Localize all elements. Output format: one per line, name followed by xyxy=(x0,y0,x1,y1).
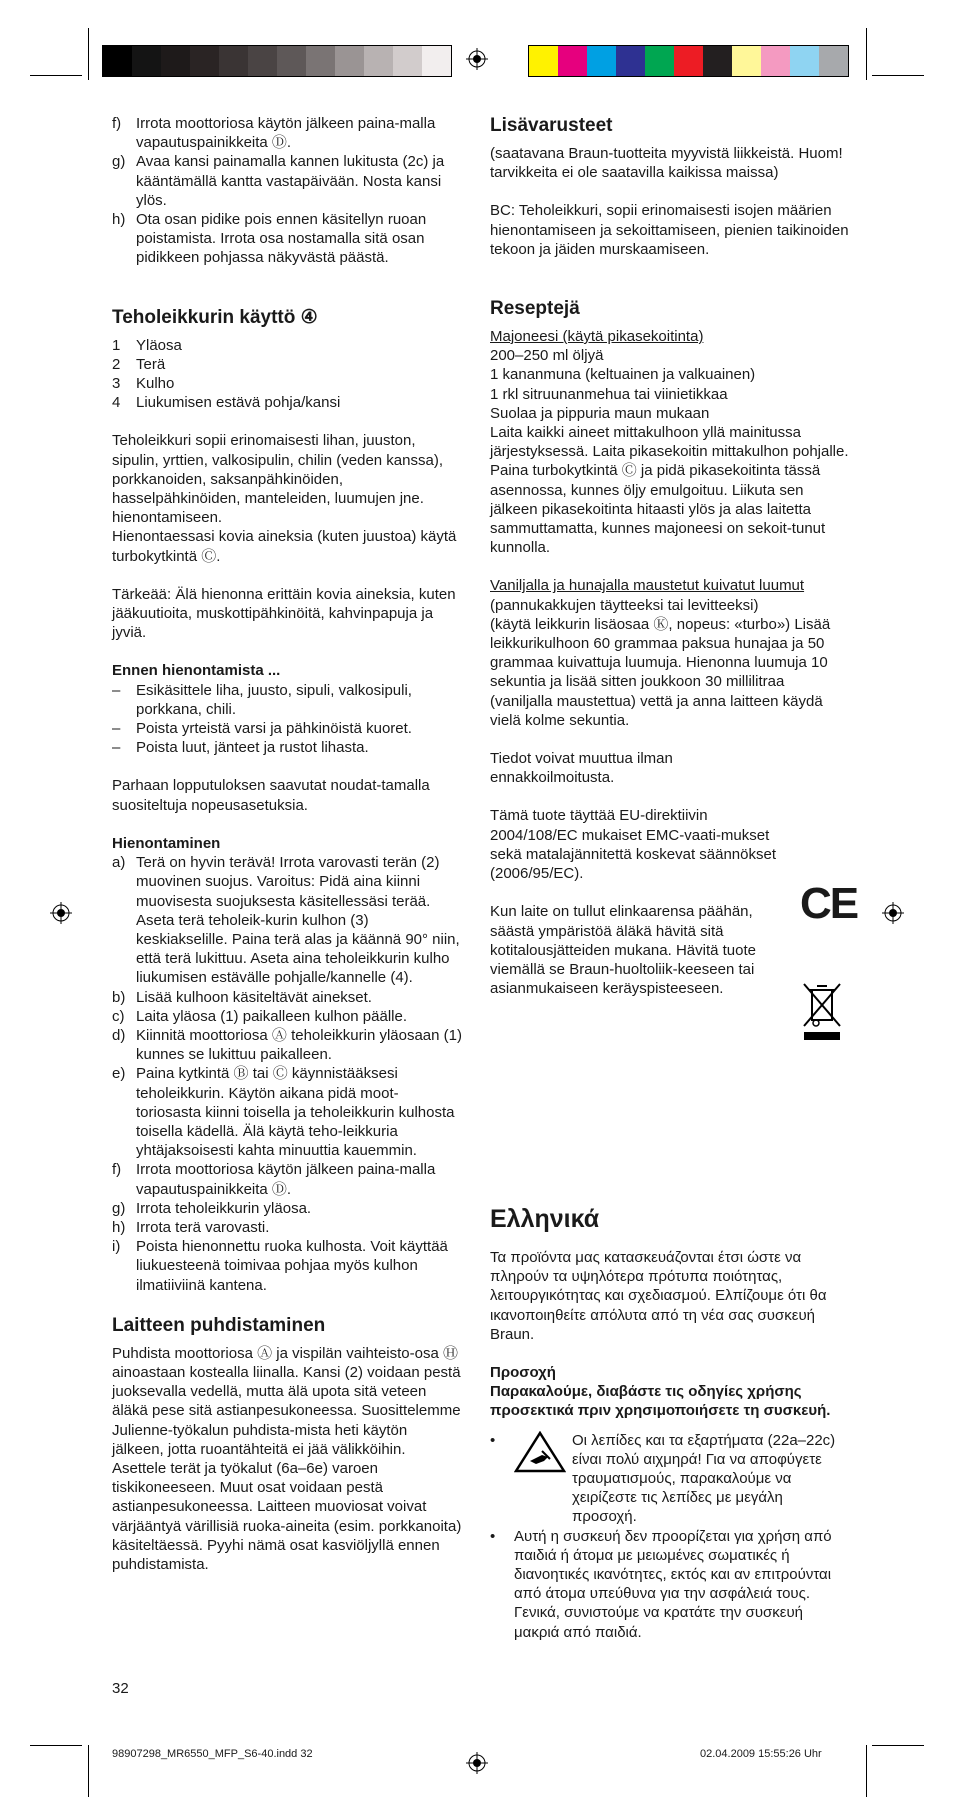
footer-file: 98907298_MR6550_MFP_S6-40.indd 32 xyxy=(112,1748,313,1760)
list-item xyxy=(112,336,462,355)
recipe-title-plums-rest: (pannukakkujen täytteeksi tai levitteeksi) xyxy=(490,596,759,614)
list-item: • Οι λεπίδες και τα εξαρτήματα (22a–22c) είναι πολύ αιχμηρά! Για να αποφύγετε τραυματισμούς, παρακαλούμε να χειρίζεστε τις λεπίδες με μεγάλη προσοχή. xyxy=(490,1431,850,1527)
color-swatch xyxy=(819,46,848,76)
mayo-ingredients xyxy=(490,346,850,423)
list-marker: i) xyxy=(112,1238,121,1256)
before-list xyxy=(112,681,462,758)
list-text: Laita yläosa (1) paikalleen kulhon päälle. xyxy=(136,1007,408,1025)
list-item xyxy=(112,1218,462,1237)
footer-timestamp: 02.04.2009 15:55:26 Uhr xyxy=(700,1748,822,1760)
list-item xyxy=(112,738,462,757)
color-swatch xyxy=(132,46,161,76)
list-marker: 1 xyxy=(112,336,121,354)
bullet-text: Αυτή η συσκευή δεν προορίζεται για χρήση από παιδιά ή άτομα με μειωμένες σωματικές ή διανοητικές ικανότητες, εκτός και αν επιτρούνται από άτομα υπεύθυνα για την ασφάλειά τους. Γενικά, συνιστούμε να κρατάτε την συσκευή μακριά από παιδιά. xyxy=(514,1527,832,1641)
registration-mark-icon xyxy=(50,902,72,924)
list-item xyxy=(112,152,462,210)
list-text: Irrota teholeikkurin yläosa. xyxy=(136,1199,312,1217)
list-marker: f) xyxy=(112,1161,122,1179)
list-item xyxy=(112,114,462,152)
paragraph: Teholeikkuri sopii erinomaisesti lihan, juuston, sipulin, yrttien, valkosipulin, chilin (veden kanssa), porkkanoiden, saksanpähkinöiden, hasselpähkinöiden, manteleiden, luumujen jne. hienontamiseen. xyxy=(112,432,443,527)
list-text: Poista luut, jänteet ja rustot lihasta. xyxy=(136,739,369,757)
paragraph: Hienontaessasi kovia aineksia (kuten juustoa) käytä turbokytkintä Ⓒ. xyxy=(112,528,457,565)
recipe-title-plums-main: Vaniljalla ja hunajalla maustetut kuivatut luumut xyxy=(490,577,805,595)
ingredient-line: 200–250 ml öljyä xyxy=(490,347,604,365)
caution-text: Παρακαλούμε, διαβάστε τις οδηγίες χρήσης προσεκτικά πριν χρησιμοποιήσετε τη συσκευή. xyxy=(490,1383,831,1420)
list-text: Avaa kansi painamalla kannen lukitusta (2c) ja kääntämällä kantta vastapäivään. Nosta kansi ylös. xyxy=(136,153,445,209)
ingredient-line: Suolaa ja pippuria maun mukaan xyxy=(490,404,710,422)
registration-mark-icon xyxy=(466,1752,488,1774)
list-marker: b) xyxy=(112,988,126,1006)
list-text: Kiinnitä moottoriosa Ⓐ teholeikkurin yläosaan (1) kunnes se lukittuu paikalleen. xyxy=(136,1026,462,1064)
section-title-usage: Teholeikkurin käyttö ④ xyxy=(112,306,318,328)
paragraph: Laita kaikki aineet mittakulhoon yllä mainitussa järjestyksessä. Laita pikasekoitin mittakulhon pohjalle. Paina turbokytkintä Ⓒ ja pidä pikasekoitinta tässä asennossa, kunnes öljy emulgoituu. Liikuta sen jälkeen pikasekoitinta hitaasti ylös ja alas laitetta sammuttamatta, kunnes majoneesi on sekoit-tunut kunnolla. xyxy=(490,424,849,557)
paragraph-eu: Tämä tuote täyttää EU-direktiivin 2004/108/EC mukaiset EMC-vaati-mukset sekä matalajännitettä koskevat säännökset (2006/95/EC). xyxy=(490,807,777,883)
paragraph-greek-intro: Τα προϊόντα μας κατασκευάζονται έτσι ώστε να πληρούν τα υψηλότερα πρότυπα ποιότητας, λειτουργικότητας και σχεδιασμού. Ελπίζουμε ότι θα ικανοποιηθείτε απόλυτα από τη νέα σας συσκευή Braun. xyxy=(490,1249,827,1343)
crop-mark xyxy=(866,28,867,80)
list-item xyxy=(112,210,462,268)
ingredient-line: 1 kananmuna (keltuainen ja valkuainen) xyxy=(490,366,756,384)
color-swatch xyxy=(674,46,703,76)
list-item xyxy=(112,355,462,374)
list-marker: g) xyxy=(112,153,126,171)
list-marker: h) xyxy=(112,211,126,229)
color-swatch xyxy=(732,46,761,76)
list-item xyxy=(112,1026,462,1064)
list-marker: c) xyxy=(112,1007,125,1025)
recipe-title-plums xyxy=(490,576,850,614)
list-text: Poista hienonnettu ruoka kulhosta. Voit käyttää liukuesteenä toimivaa pohjaa myös kulhon ilmatiiviinä kantena. xyxy=(136,1238,448,1294)
list-item xyxy=(112,988,462,1007)
color-swatch xyxy=(703,46,732,76)
list-marker: – xyxy=(112,720,121,738)
list-item xyxy=(112,719,462,738)
list-text: Terä on hyvin terävä! Irrota varovasti terän (2) muovinen suojus. Varoitus: Pidä aina kiinni muovisesta suojuksesta käsitellessäsi terää. Aseta terä teholeik-kurin kulhon (3) keskiakselille. Paina terä alas ja käännä 90° niin, että terä lukittuu. Aseta aina teholeikkurin kulho liukumisen estävälle pohjalle/kannelle (4). xyxy=(136,854,460,987)
crossed-bin-icon xyxy=(800,980,844,1042)
color-swatch xyxy=(616,46,645,76)
list-marker: h) xyxy=(112,1218,126,1236)
section-title-greek: Ελληνικά xyxy=(490,1205,600,1233)
right-column xyxy=(490,114,850,998)
section-title-accessories: Lisävarusteet xyxy=(490,115,613,136)
list-text: Poista yrteistä varsi ja pähkinöistä kuoret. xyxy=(136,720,412,738)
paragraph: Tiedot voivat muuttua ilman ennakkoilmoitusta. xyxy=(490,750,673,787)
grayscale-calibration-bar xyxy=(102,45,452,77)
color-swatch xyxy=(306,46,335,76)
crop-mark xyxy=(872,75,924,76)
color-swatch xyxy=(790,46,819,76)
registration-mark-icon xyxy=(466,48,488,70)
list-marker: e) xyxy=(112,1065,126,1083)
registration-mark-icon xyxy=(882,902,904,924)
color-swatch xyxy=(190,46,219,76)
paragraph: Parhaan lopputuloksen saavutat noudat-tamalla suositeltuja nopeusasetuksia. xyxy=(112,777,430,814)
crop-mark xyxy=(872,1745,924,1746)
list-text: Terä xyxy=(136,355,166,373)
subheading-chopping: Hienontaminen xyxy=(112,834,221,852)
left-column xyxy=(112,114,462,1574)
color-swatch xyxy=(645,46,674,76)
list-marker: – xyxy=(112,739,121,757)
list-marker: 3 xyxy=(112,375,121,393)
list-marker: – xyxy=(112,681,121,699)
list-marker: f) xyxy=(112,115,122,132)
paragraph: BC: Teholeikkuri, sopii erinomaisesti isojen määrien hienontamiseen ja sekoittamiseen, pienien taikinoiden tekoon ja jäiden murskaamiseen. xyxy=(490,202,849,258)
paragraph: Puhdista moottoriosa Ⓐ ja vispilän vaihteisto-osa Ⓗ ainoastaan kostealla liinalla. Kansi (2) voidaan pestä juoksevalla vedellä, mutta älä upota sitä veteen äläkä pese sitä astianpesukoneessa. Suosittelemme Julienne-työkalun puhdista-mista heti käytön jälkeen, jotta ruoantähteitä ei jää välikköihin. Asettele terät ja työkalut (6a–6e) varoen tiskikoneeseen. Muut osat voidaan pestä astianpesukoneessa. Laitteen muoviosat voivat värjääntyä värillisiä ruoka-aineita (esim. porkkanoita) käsiteltäessä. Pyyhi nämä osat kasviöljyllä ennen puhdistamista. xyxy=(112,1344,462,1573)
color-swatch xyxy=(761,46,790,76)
list-item xyxy=(112,853,462,987)
paragraph: Tärkeää: Älä hienonna erittäin kovia aineksia, kuten jääkuutioita, muskottipähkinöitä, kahvinpapuja ja jyviä. xyxy=(112,585,456,642)
greek-section xyxy=(490,1204,850,1642)
list-item xyxy=(112,1237,462,1295)
color-swatch xyxy=(248,46,277,76)
crop-mark xyxy=(30,75,82,76)
list-text: Irrota moottoriosa käytön jälkeen paina-malla vapautuspainikkeita Ⓓ. xyxy=(136,1161,436,1198)
list-item xyxy=(112,1064,462,1160)
paragraph-weee: Kun laite on tullut elinkaarensa päähän, säästä ympäristöä äläkä hävitä sitä kotitalousjätteiden mukana. Hävitä tuote viemällä se Braun-huoltoliik-keeseen tai asianmukaiseen keräyspisteeseen. xyxy=(490,903,756,998)
page-number: 32 xyxy=(112,1680,129,1697)
color-swatch xyxy=(364,46,393,76)
list-item xyxy=(112,1007,462,1026)
list-text: Kulho xyxy=(136,375,175,393)
parts-list xyxy=(112,336,462,413)
paragraph: (käytä leikkurin lisäosaa Ⓚ, nopeus: «turbo») Lisää leikkurikulhoon 60 grammaa paksua hunajaa ja 50 grammaa kuivattuja luumuja. Hienonna luumuja 10 sekuntia ja lisää sitten joukkoon 30 millilitraa (vaniljalla maustettua) vettä ja anna laitteen käydä vielä kolme sekuntia. xyxy=(490,615,831,729)
list-item xyxy=(112,681,462,719)
color-swatch xyxy=(335,46,364,76)
chopping-list xyxy=(112,853,462,1295)
list-text: Ota osan pidike pois ennen käsitellyn ruoan poistamista. Irrota osa nostamalla sitä osan pidikkeen pohjassa näkyvästä päästä. xyxy=(136,211,427,267)
list-marker: 4 xyxy=(112,394,121,412)
list-item xyxy=(112,1160,462,1198)
list-marker: d) xyxy=(112,1026,126,1044)
color-calibration-bar xyxy=(528,45,849,77)
caution-title: Προσοχή xyxy=(490,1364,556,1382)
list-text: Irrota terä varovasti. xyxy=(136,1218,270,1236)
section-title-cleaning: Laitteen puhdistaminen xyxy=(112,1314,326,1336)
warning-hand-icon xyxy=(514,1431,566,1473)
recipe-title-mayonnaise: Majoneesi (käytä pikasekoitinta) xyxy=(490,328,704,346)
list-text: Lisää kulhoon käsiteltävät ainekset. xyxy=(136,988,372,1006)
section-title-recipes: Reseptejä xyxy=(490,298,580,320)
paragraph: (saatavana Braun-tuotteita myyvistä liikkeistä. Huom! tarvikkeita ei ole saatavilla kaikissa maissa) xyxy=(490,145,843,182)
color-swatch xyxy=(587,46,616,76)
color-swatch xyxy=(558,46,587,76)
list-marker: 2 xyxy=(112,355,121,373)
intro-list xyxy=(112,114,462,268)
color-swatch xyxy=(219,46,248,76)
list-text: Esikäsittele liha, juusto, sipuli, valkosipuli, porkkana, chili. xyxy=(136,681,412,718)
list-text: Yläosa xyxy=(136,336,182,354)
color-swatch xyxy=(161,46,190,76)
list-item xyxy=(112,1199,462,1218)
list-marker: g) xyxy=(112,1199,126,1217)
crop-mark xyxy=(30,1745,82,1746)
color-swatch xyxy=(529,46,558,76)
list-item: • Αυτή η συσκευή δεν προορίζεται για χρήση από παιδιά ή άτομα με μειωμένες σωματικές ή διανοητικές ικανότητες, εκτός και αν επιτρούνται από άτομα υπεύθυνα για την ασφάλειά τους. Γενικά, συνιστούμε να κρατάτε την συσκευή μακριά από παιδιά. xyxy=(490,1527,850,1642)
crop-mark xyxy=(88,28,89,80)
list-item xyxy=(112,374,462,393)
color-swatch xyxy=(103,46,132,76)
color-swatch xyxy=(422,46,451,76)
list-marker: a) xyxy=(112,854,126,872)
subheading-before: Ennen hienontamista ... xyxy=(112,662,281,680)
color-swatch xyxy=(277,46,306,76)
list-item xyxy=(112,393,462,412)
list-text: Irrota moottoriosa käytön jälkeen paina-malla vapautuspainikkeita Ⓓ. xyxy=(136,115,436,152)
ce-mark-icon: CE xyxy=(800,879,858,928)
crop-mark xyxy=(866,1745,867,1797)
bullet-text: Οι λεπίδες και τα εξαρτήματα (22a–22c) είναι πολύ αιχμηρά! Για να αποφύγετε τραυματισμούς, παρακαλούμε να χειρίζεστε τις λεπίδες με μεγάλη προσοχή. xyxy=(572,1431,836,1526)
list-text: Paina kytkintä Ⓑ tai Ⓒ käynnistääksesi teholeikkurin. Käytön aikana pidä moot-toriosasta kiinni toisella ja teholeikkurin kulhosta toisella kädellä. Älä käytä teho-leikkuria yhtäjaksoisesti kahta minuuttia kauemmin. xyxy=(136,1065,455,1160)
crop-mark xyxy=(88,1745,89,1797)
ingredient-line: 1 rkl sitruunanmehua tai viinietikkaa xyxy=(490,385,728,403)
list-text: Liukumisen estävä pohja/kansi xyxy=(136,394,341,412)
color-swatch xyxy=(393,46,422,76)
